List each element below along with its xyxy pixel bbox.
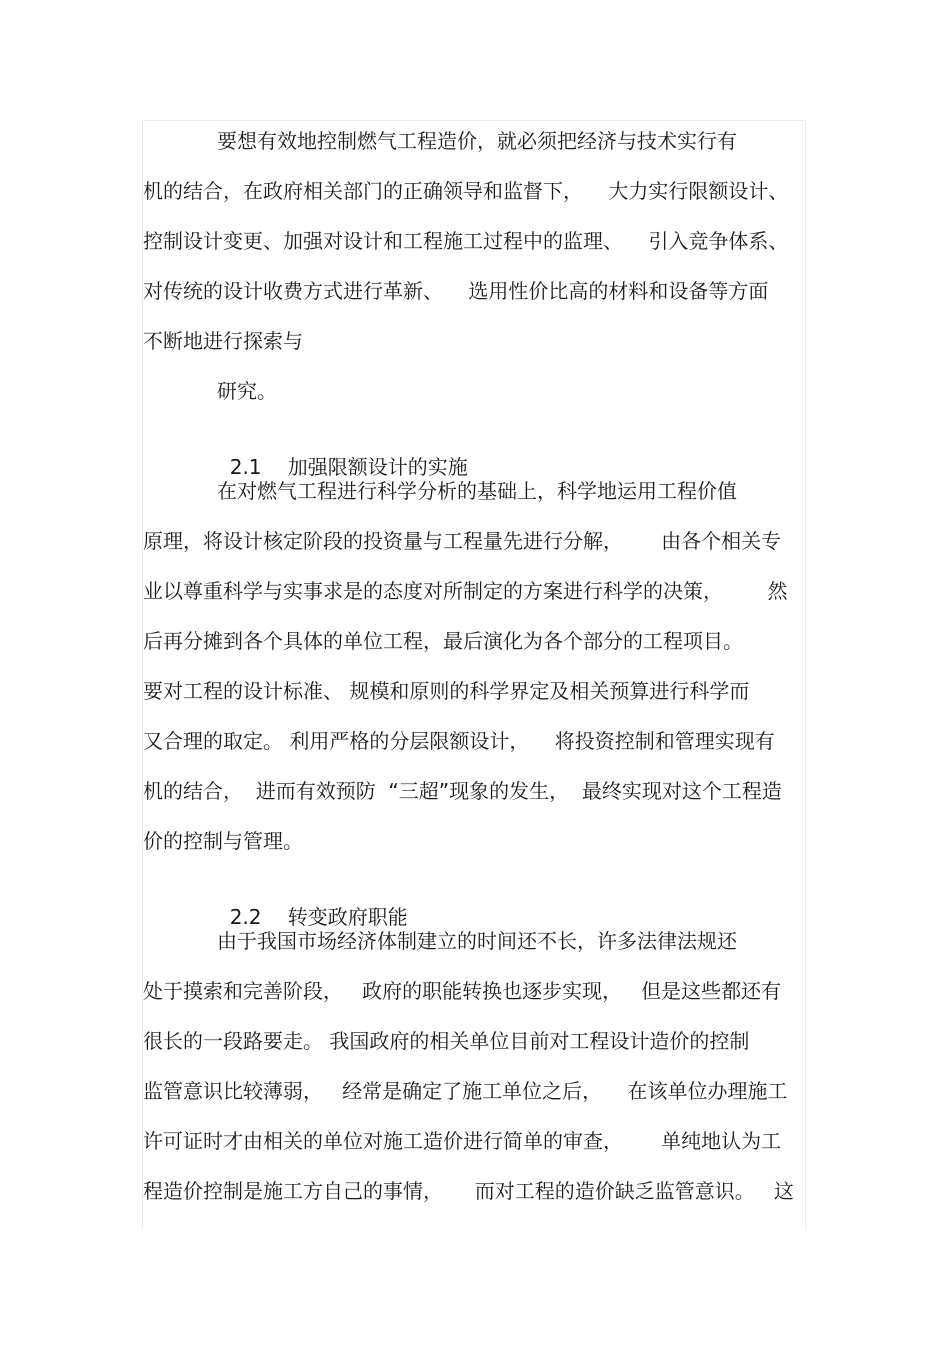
paragraph-line: 控制设计变更、加强对设计和工程施工过程中的监理、 引入竞争体系、 [143,229,789,253]
paragraph-line: 不断地进行探索与 [143,329,303,353]
paragraph-line: 要想有效地控制燃气工程造价，就必须把经济与技术实行有 [217,129,737,153]
paragraph-line: 对传统的设计收费方式进行革新、 选用性价比高的材料和设备等方面 [143,279,769,303]
paragraph-line: 在对燃气工程进行科学分析的基础上，科学地运用工程价值 [217,479,737,503]
section-number: 2.1 [229,455,262,479]
section-number: 2.2 [229,905,262,929]
paragraph-line: 要对工程的设计标准、 规模和原则的科学界定及相关预算进行科学而 [143,679,750,703]
paragraph-line: 许可证时才由相关的单位对施工造价进行简单的审查， 单纯地认为工 [143,1129,782,1153]
paragraph-line: 监管意识比较薄弱， 经常是确定了施工单位之后， 在该单位办理施工 [143,1079,788,1103]
paragraph-line: 又合理的取定。 利用严格的分层限额设计， 将投资控制和管理实现有 [143,729,775,753]
paragraph-line: 价的控制与管理。 [143,829,303,853]
paragraph-line: 处于摸索和完善阶段， 政府的职能转换也逐步实现， 但是这些都还有 [143,979,782,1003]
paragraph-line: 程造价控制是施工方自己的事情， 而对工程的造价缺乏监管意识。 这 [143,1179,794,1203]
section-heading-2-2 [217,878,408,930]
paragraph-line: 研究。 [217,379,277,403]
paragraph-line: 机的结合， 进而有效预防 “三超”现象的发生， 最终实现对这个工程造 [143,779,782,803]
paragraph-line: 业以尊重科学与实事求是的态度对所制定的方案进行科学的决策， 然 [143,579,788,603]
paragraph-line: 原理，将设计核定阶段的投资量与工程量先进行分解， 由各个相关专 [143,529,782,553]
paragraph-line: 由于我国市场经济体制建立的时间还不长，许多法律法规还 [217,929,737,953]
paragraph-line: 后再分摊到各个具体的单位工程，最后演化为各个部分的工程项目。 [143,629,743,653]
section-heading-2-1 [217,428,468,480]
paragraph-line: 机的结合，在政府相关部门的正确领导和监督下， 大力实行限额设计、 [143,179,789,203]
paragraph-line: 很长的一段路要走。 我国政府的相关单位目前对工程设计造价的控制 [143,1029,750,1053]
section-title: 转变政府职能 [287,905,408,929]
section-title: 加强限额设计的实施 [287,455,468,479]
